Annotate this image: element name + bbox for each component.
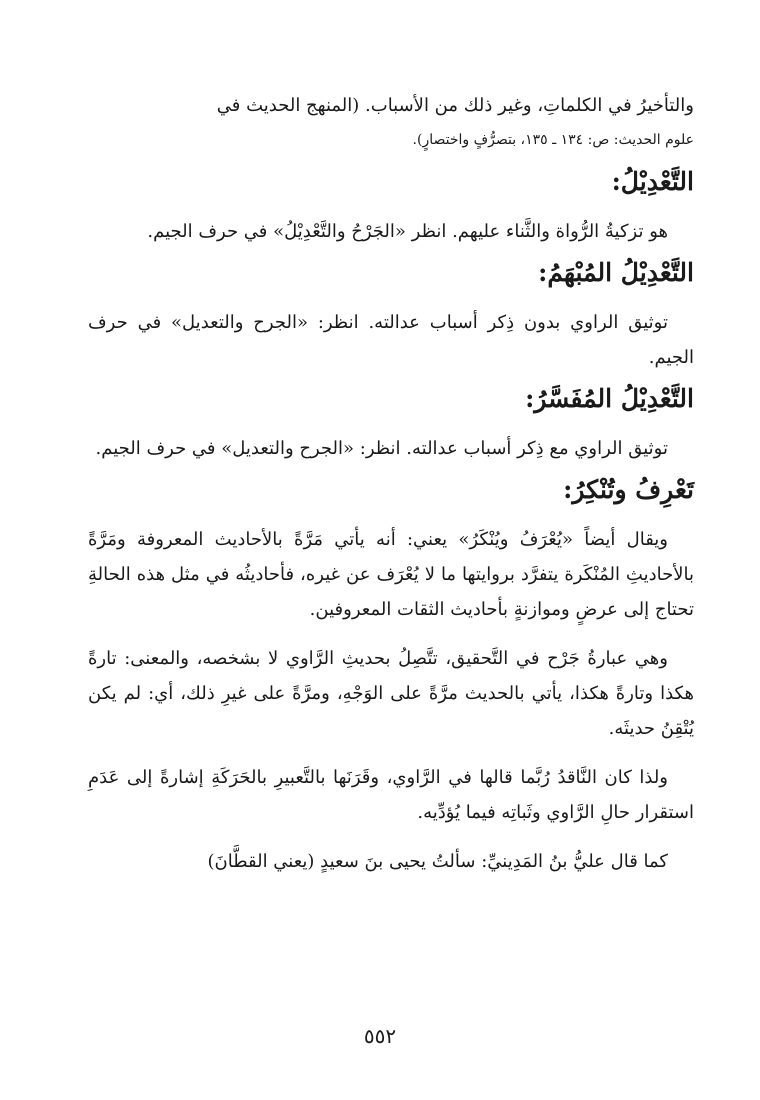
entry-heading-tadil-mufassar: التَّعْدِيْلُ المُفَسَّرُ: xyxy=(525,384,694,413)
entry-heading-tadil-mubham: التَّعْدِيْلُ المُبْهَمُ: xyxy=(538,258,694,287)
page-number: ٥٥٢ xyxy=(363,1024,397,1048)
entry-text-tadil-mufassar: توثيق الراوي مع ذِكر أسباب عدالته. انظر: «الجرح والتعديل» في حرف الجيم. xyxy=(95,438,668,459)
paragraph-4: كما قال عليُّ بنُ المَدِينيِّ: سألتُ يحيى بنَ سعيدٍ (يعني القطَّانَ) xyxy=(207,851,668,872)
page-content xyxy=(88,88,694,879)
paragraph-3: ولذا كان النَّاقدُ رُبَّما قالها في الرَّاوي، وقَرَنَها بالتَّعبيرِ بالحَرَكَةِ إشارةً إلى عَدَمِ استقرار حالِ الرَّاوي وثَباتِه فيما يُؤدِّيه. xyxy=(88,767,694,823)
paragraph-2: وهي عبارةُ جَرْح في التَّحقيق، تتَّصِلُ بحديثِ الرَّاوي لا بشخصه، والمعنى: تارةً هكذا وتارةً هكذا، يأتي بالحديث مرَّةً على الوَجْهِ، ومرَّةً على غيرِ ذلك، أي: لم يكن يُتْقِنُ حديثَه. xyxy=(88,648,694,739)
entry-heading-tarifu-wa-tunkiru: تَعْرِفُ وتُنْكِرُ: xyxy=(563,475,694,504)
continuation-reference: علوم الحديث: ص: ١٣٤ ـ ١٣٥، بتصرُّفٍ واختصارٍ). xyxy=(412,132,694,148)
entry-heading-tadil: التَّعْدِيْلُ: xyxy=(611,167,694,196)
entry-text-tadil-mubham: توثيق الراوي بدون ذِكر أسباب عدالته. انظر: «الجرح والتعديل» في حرف الجيم. xyxy=(88,312,694,368)
paragraph-1: ويقال أيضاً «يُعْرَفُ ويُنْكَرُ» يعني: أنه يأتي مَرَّةً بالأحاديث المعروفة ومَرَّةً بالأحاديثِ المُنْكَرة يتفرَّد بروايتها ما لا يُعْرَف عن غيره، فأحاديثُه في مثل هذه الحالةِ تحتاج إلى عرضٍ وموازنةٍ بأحاديث الثقات المعروفين. xyxy=(88,529,694,620)
continuation-line-1: والتأخيرُ في الكلماتِ، وغير ذلك من الأسباب. (المنهج الحديث في xyxy=(216,95,694,116)
entry-text-tadil: هو تزكيةُ الرُّواة والثَّناء عليهم. انظر «الجَرْحُ والتَّعْدِيْلُ» في حرف الجيم. xyxy=(147,221,668,242)
